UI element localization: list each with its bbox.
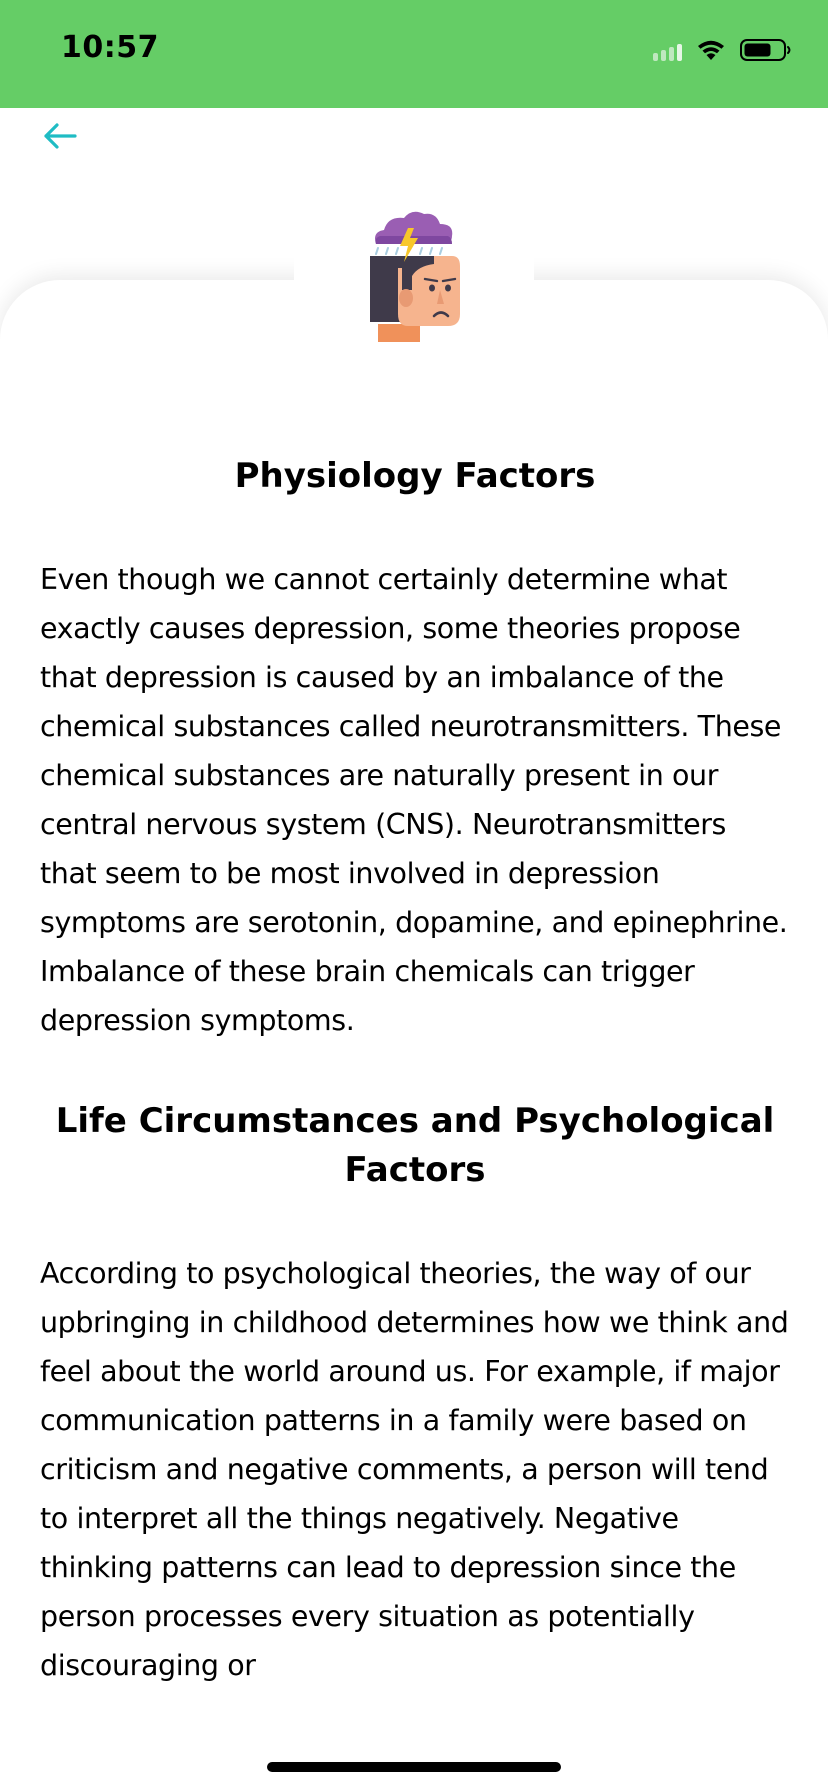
arrow-left-icon — [42, 121, 78, 151]
status-time: 10:57 — [61, 30, 159, 65]
article-content — [40, 440, 790, 1690]
section-body-physiology: Even though we cannot certainly determine what exactly causes depression, some theories propose that depression is caused by an imbalance of the chemical substances called neurotransmitters. These chemical substances are naturally present in our central nervous system (CNS). Neurotransmitters that seem to be most involved in depression symptoms are serotonin, dopamine, and epinephrine. Imbalance of these brain chemicals can trigger depression symptoms. — [40, 563, 788, 1037]
section-body-life-circumstances: According to psychological theories, the way of our upbringing in childhood determines how we think and feel about the world around us. For example, if major communication patterns in a family were based on criticism and negative comments, a person will tend to interpret all the things negatively. Negative thinking patterns can lead to depression since the person processes every situation as potentially discouraging or — [40, 1257, 789, 1682]
bottom-safe-area — [0, 1720, 828, 1792]
home-indicator[interactable] — [267, 1762, 561, 1772]
status-bar — [0, 0, 828, 108]
section-heading-life-circumstances: Life Circumstances and Psychological Factors — [55, 1101, 775, 1190]
back-button[interactable] — [38, 114, 82, 158]
status-icons — [653, 36, 792, 64]
cellular-signal-icon — [653, 39, 682, 61]
stressed-head-storm-cloud-icon — [362, 208, 472, 348]
battery-icon — [740, 38, 792, 62]
section-heading-physiology: Physiology Factors — [234, 456, 596, 496]
wifi-icon — [696, 38, 726, 62]
